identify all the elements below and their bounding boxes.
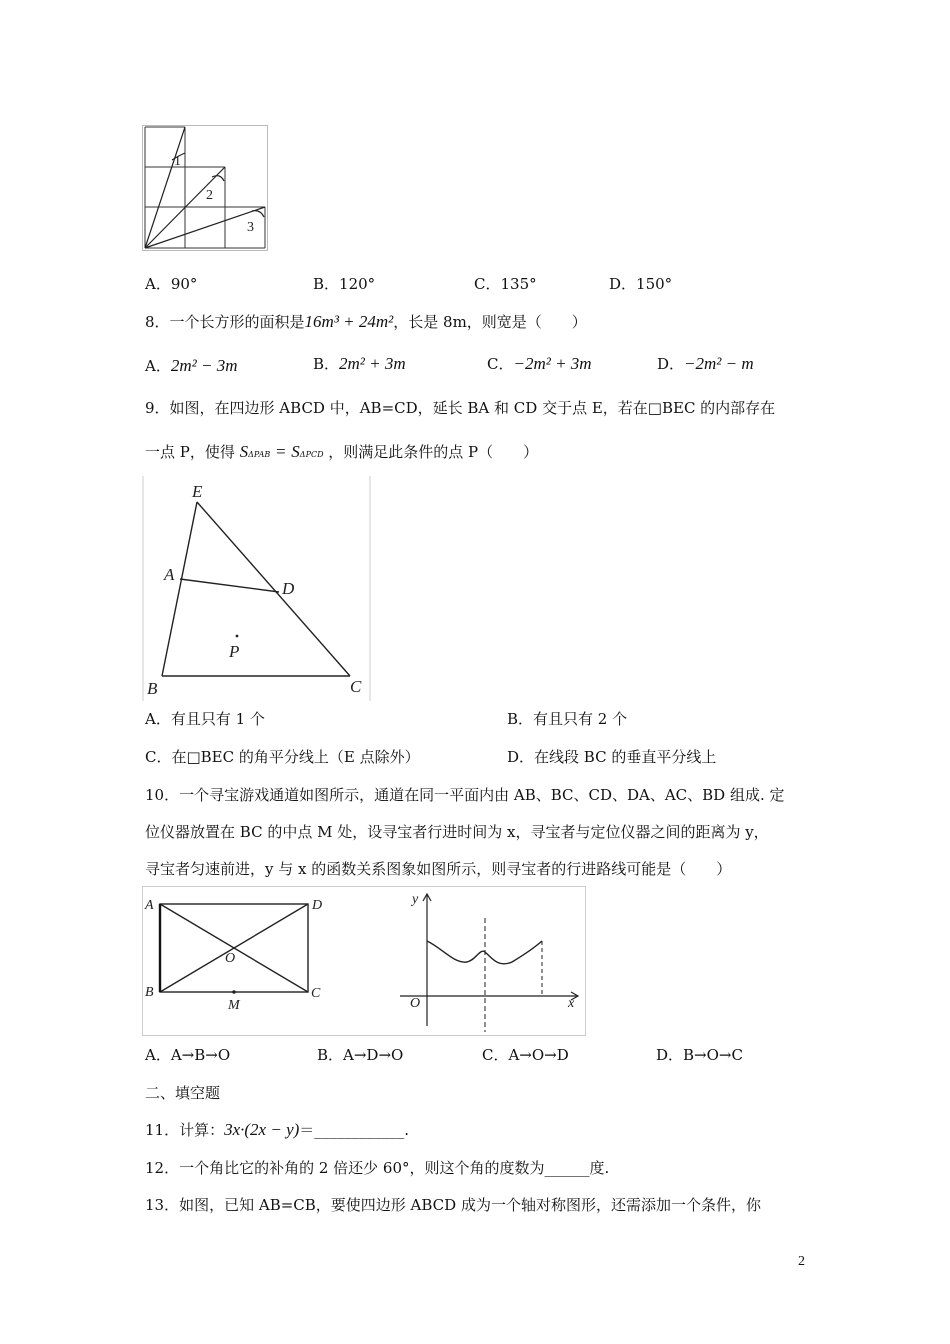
q7-option-a: A．90° xyxy=(145,275,198,293)
q9-line2 xyxy=(145,442,538,465)
q8-option-a-expr: 2m² − 3m xyxy=(170,356,238,375)
q9-option-a: A．有且只有 1 个 xyxy=(145,710,265,728)
point-p-dot xyxy=(236,635,239,638)
q8-option-a-letter: A． xyxy=(145,357,171,375)
q8-stem-b: ，长是 8m，则宽是（ ） xyxy=(393,313,587,331)
figure-q9 xyxy=(142,476,372,701)
q9-option-c: C．在□BEC 的角平分线上（E 点除外） xyxy=(145,748,420,766)
point-m-dot xyxy=(232,990,236,994)
q9-option-b: B．有且只有 2 个 xyxy=(507,710,628,728)
q8-option-b xyxy=(313,354,406,374)
section-heading-fill-in: 二、填空题 xyxy=(145,1084,221,1102)
page-number: 2 xyxy=(798,1254,805,1269)
q12: 12．一个角比它的补角的 2 倍还少 60°，则这个角的度数为______度. xyxy=(145,1159,610,1177)
q8-stem-a: 8．一个长方形的面积是 xyxy=(145,313,305,331)
q9-option-d: D．在线段 BC 的垂直平分线上 xyxy=(507,748,717,766)
rect-label-b: B xyxy=(145,985,154,1000)
q11-expr: 3x·(2x − y) xyxy=(224,1120,300,1139)
q10-option-c: C．A→O→D xyxy=(482,1046,569,1064)
figure-q10 xyxy=(142,886,586,1036)
label-d: D xyxy=(282,579,295,598)
q10-option-b: B．A→D→O xyxy=(317,1046,404,1064)
q9-area-s2-sub: ΔPCD xyxy=(299,450,324,459)
q9-line2-b: ，则满足此条件的点 P（ ） xyxy=(328,443,539,461)
angle-label-1: 1 xyxy=(174,154,181,169)
label-a: A xyxy=(164,565,175,584)
label-c: C xyxy=(350,677,362,696)
rect-label-c: C xyxy=(311,986,321,1001)
q8-option-c-expr: −2m² + 3m xyxy=(513,354,592,373)
q8-option-b-letter: B． xyxy=(313,355,340,373)
q7-option-d: D．150° xyxy=(609,275,673,293)
figure-q10-graph-axes xyxy=(400,894,578,1026)
rect-label-d: D xyxy=(312,898,323,913)
q9-line1: 9．如图，在四边形 ABCD 中，AB=CD，延长 BA 和 CD 交于点 E，若在□BEC 的内部存在 xyxy=(145,399,776,417)
figure-q9-lines xyxy=(162,502,350,676)
figure-q7-svg xyxy=(142,125,268,251)
q8-option-d xyxy=(657,354,754,374)
angle-label-2: 2 xyxy=(206,188,213,203)
q10-line2: 位仪器放置在 BC 的中点 M 处，设寻宝者行进时间为 x，寻宝者与定位仪器之间的距离为 y， xyxy=(145,823,769,841)
q8-option-c xyxy=(487,354,592,374)
figure-q10-rect xyxy=(160,904,308,992)
graph-label-x: x xyxy=(568,996,575,1011)
q10-option-d: D．B→O→C xyxy=(656,1046,743,1064)
q9-equals: = xyxy=(275,442,287,461)
figure-q9-svg xyxy=(142,476,372,701)
q13: 13．如图，已知 AB=CB，要使四边形 ABCD 成为一个轴对称图形，还需添加一个条件，你 xyxy=(145,1196,761,1214)
q10-option-a: A．A→B→O xyxy=(145,1046,231,1064)
rect-label-o: O xyxy=(225,951,236,966)
figure-q7 xyxy=(142,125,268,251)
label-b: B xyxy=(147,679,158,698)
angle-label-3: 3 xyxy=(247,220,254,235)
q9-area-s2: S xyxy=(291,442,300,461)
label-p: P xyxy=(229,642,240,661)
q10-line3: 寻宝者匀速前进，y 与 x 的函数关系图象如图所示，则寻宝者的行进路线可能是（ ） xyxy=(145,860,732,878)
q8-option-d-expr: −2m² − m xyxy=(684,354,754,373)
q8-option-d-letter: D． xyxy=(657,355,685,373)
q11-stem: 11．计算： xyxy=(145,1121,225,1139)
rect-label-m: M xyxy=(228,998,240,1013)
q7-option-c: C．135° xyxy=(474,275,537,293)
q9-area-s1: S xyxy=(239,442,249,461)
q11-blank: ＝____________. xyxy=(299,1121,410,1139)
q10-line1: 10．一个寻宝游戏通道如图所示，通道在同一平面内由 AB、BC、CD、DA、AC、BD 组成. 定 xyxy=(145,786,785,804)
graph-label-y: y xyxy=(412,892,419,907)
q7-option-b: B．120° xyxy=(313,275,376,293)
q9-area-s1-sub: ΔPAB xyxy=(248,450,271,459)
q8-option-b-expr: 2m² + 3m xyxy=(339,354,406,373)
figure-q10-svg xyxy=(142,886,586,1036)
rect-label-a: A xyxy=(145,898,154,913)
q11 xyxy=(145,1120,409,1140)
q8-option-a xyxy=(145,356,237,376)
q8-option-c-letter: C． xyxy=(487,355,514,373)
q8-area-expr: 16m³ + 24m² xyxy=(304,312,394,331)
label-e: E xyxy=(192,482,203,501)
q9-line2-a: 一点 P，使得 xyxy=(145,443,235,461)
q8-stem xyxy=(145,312,587,332)
graph-label-o: O xyxy=(410,996,421,1011)
